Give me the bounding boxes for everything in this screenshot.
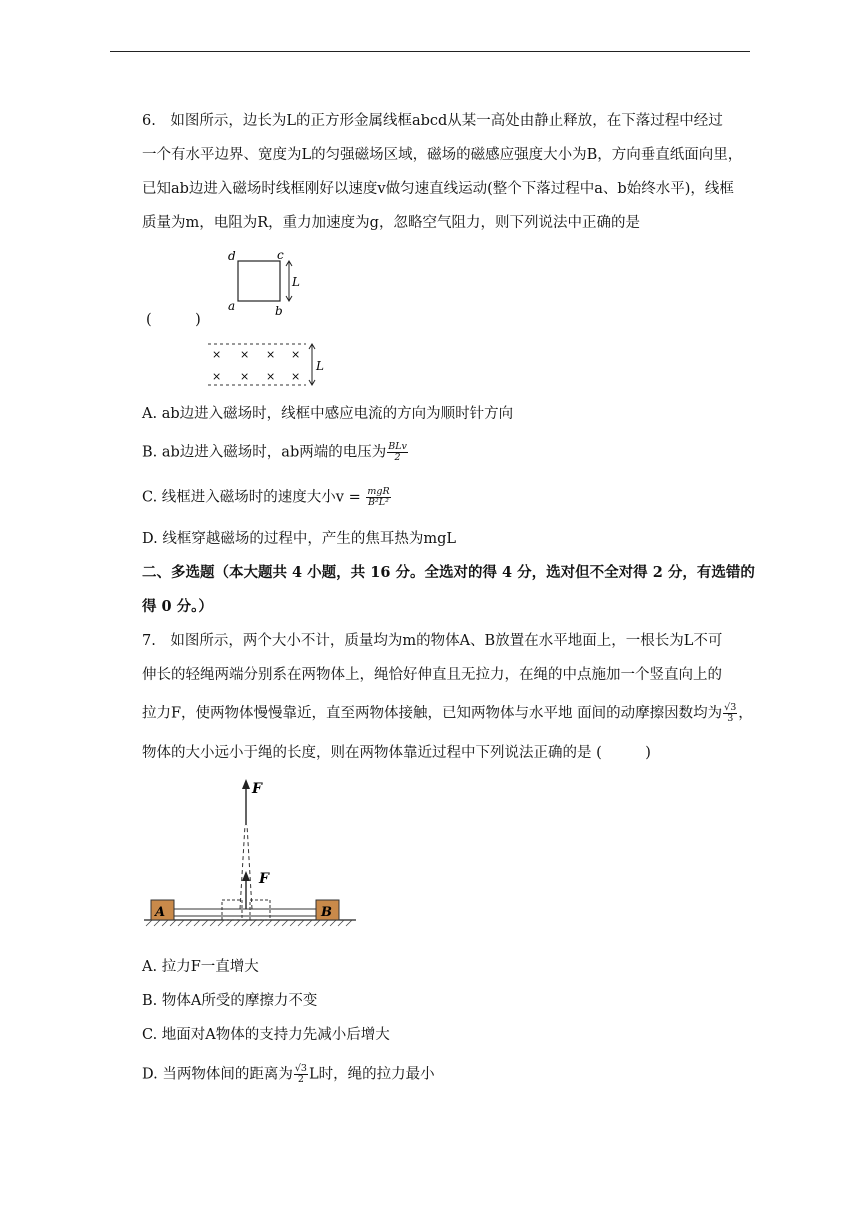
q6-figure: [200, 248, 340, 393]
q6-stem-line-3: 已知ab边进入磁场时线框刚好以速度v做匀速直线运动(整个下落过程中a、b始终水平)，线框: [142, 181, 734, 197]
section-2-heading-cont: 得 0 分。）: [142, 598, 213, 615]
field-cross: ×: [212, 370, 222, 383]
q6-option-c: C. 线框进入磁场时的速度大小v = $\frac{\text{mgR}}{\text{B²L²}}$: [142, 486, 390, 508]
q6-option-a: A. ab边进入磁场时，线框中感应电流的方向为顺时针方向: [142, 406, 514, 422]
q7-option-a: A. 拉力F一直增大: [142, 959, 259, 975]
q7-option-b: B. 物体A所受的摩擦力不变: [142, 993, 318, 1009]
label-force-upper: F: [252, 781, 262, 797]
field-cross: ×: [266, 370, 276, 383]
q7-option-c: C. 地面对A物体的支持力先减小后增大: [142, 1027, 390, 1043]
header-rule: [110, 51, 750, 52]
q7-stem-line-1: 7. 如图所示，两个大小不计，质量均为m的物体A、B放置在水平地面上，一根长为L不可: [142, 633, 723, 649]
label-a: a: [228, 299, 236, 313]
field-cross: ×: [291, 370, 301, 383]
q7-stem-line-2: 伸长的轻绳两端分别系在两物体上，绳恰好伸直且无拉力，在绳的中点施加一个竖直向上的: [142, 667, 722, 683]
field-cross: ×: [266, 348, 276, 361]
label-b: b: [275, 304, 283, 318]
label-block-a: A: [155, 905, 166, 920]
q7-stem-line-3: 拉力F，使两物体慢慢靠近，直至两物体接触，已知两物体与水平地 面间的动摩擦因数均为 $\frac{√3}{3}$ ，: [142, 702, 753, 724]
section-2-heading: 二、多选题（本大题共 4 小题，共 16 分。全选对的得 4 分，选对但不全对得 2 分，有选错的: [142, 564, 755, 581]
q6-stem-line-2: 一个有水平边界、宽度为L的匀强磁场区域，磁场的磁感应强度大小为B，方向垂直纸面向里，: [142, 147, 743, 163]
field-cross: ×: [240, 348, 250, 361]
q6-stem-line-4: 质量为m，电阻为R，重力加速度为g，忽略空气阻力，则下列说法中正确的是: [142, 215, 640, 231]
field-cross: ×: [291, 348, 301, 361]
label-c: c: [277, 248, 284, 262]
q6-answer-paren: ( ): [146, 312, 201, 328]
q6-option-d: D. 线框穿越磁场的过程中，产生的焦耳热为mgL: [142, 531, 456, 547]
q7-option-d: D. 当两物体间的距离为 $\frac{√3}{2}$ L时，绳的拉力最小: [142, 1063, 435, 1085]
label-L-field: L: [316, 359, 324, 373]
label-d: d: [228, 249, 236, 263]
label-force-lower: F: [259, 871, 269, 887]
label-L-frame: L: [292, 275, 300, 289]
field-cross: ×: [240, 370, 250, 383]
q6-option-b: B. ab边进入磁场时，ab两端的电压为 $\frac{\text{BLv}}{2}$: [142, 441, 407, 463]
q6-stem-line-1: 6. 如图所示，边长为L的正方形金属线框abcd从某一高处由静止释放，在下落过程中经过: [142, 113, 723, 129]
q7-stem-line-4: 物体的大小远小于绳的长度，则在两物体靠近过程中下列说法正确的是 ( ): [142, 745, 651, 761]
label-block-b: B: [321, 905, 332, 920]
field-cross: ×: [212, 348, 222, 361]
square-frame: [238, 261, 280, 301]
q7-figure: [140, 775, 360, 930]
